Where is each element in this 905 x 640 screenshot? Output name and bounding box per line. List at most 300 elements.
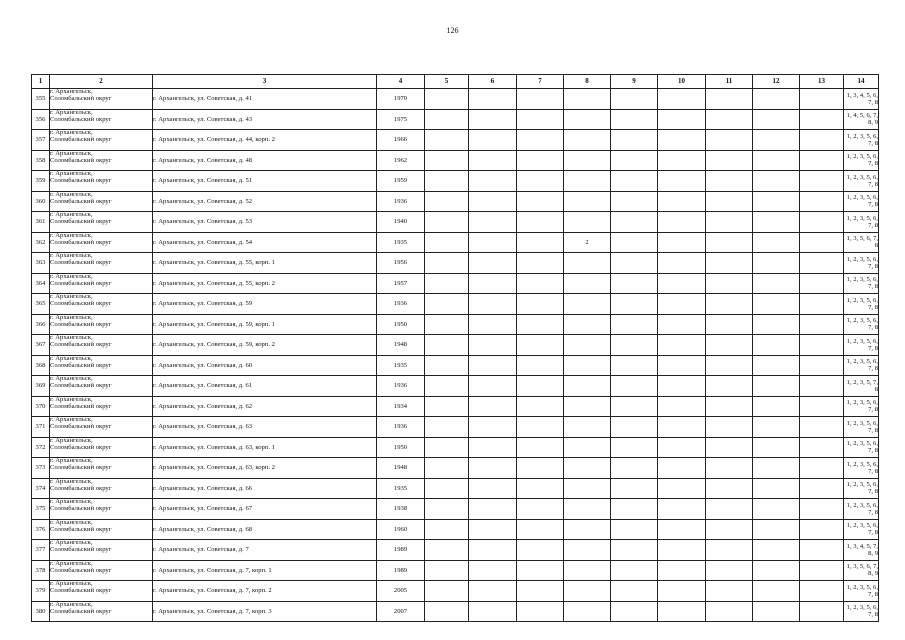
col-10-cell <box>658 458 706 479</box>
district-cell <box>50 581 153 602</box>
row-number-cell: 359 <box>32 171 50 192</box>
column-header-4: 4 <box>377 75 425 89</box>
page-number: 126 <box>446 26 459 35</box>
district-city: г. Архангельск, <box>50 109 93 116</box>
district-name: Соломбальский округ <box>50 95 112 103</box>
col-6-cell <box>469 191 517 212</box>
col-8-cell <box>564 314 611 335</box>
address-cell: г. Архангельск, ул. Советская, д. 67 <box>153 499 377 520</box>
col-7-cell <box>517 314 564 335</box>
district-city: г. Архангельск, <box>50 396 93 403</box>
col-6-cell <box>469 232 517 253</box>
district-name: Соломбальский округ <box>50 279 112 287</box>
table-row <box>32 212 879 233</box>
district-cell <box>50 212 153 233</box>
col-11-cell <box>706 253 753 274</box>
table-row <box>32 601 879 622</box>
col-14-cell: 1, 2, 3, 5, 6, 7, 8 <box>844 458 879 479</box>
district-city: г. Архангельск, <box>50 580 93 587</box>
col-10-cell <box>658 232 706 253</box>
district-city: г. Архангельск, <box>50 334 93 341</box>
col-10-cell <box>658 150 706 171</box>
district-city: г. Архангельск, <box>50 170 93 177</box>
col-6-cell <box>469 437 517 458</box>
col-12-cell <box>753 171 800 192</box>
col-11-cell <box>706 540 753 561</box>
col-6-cell <box>469 335 517 356</box>
year-cell: 2007 <box>377 601 425 622</box>
col-12-cell <box>753 519 800 540</box>
col-8-cell <box>564 89 611 110</box>
col-9-cell <box>611 560 658 581</box>
district-name: Соломбальский округ <box>50 402 112 410</box>
col-10-cell <box>658 335 706 356</box>
col-5-cell <box>425 253 469 274</box>
year-cell: 1950 <box>377 437 425 458</box>
col-6-cell <box>469 478 517 499</box>
col-6-cell <box>469 499 517 520</box>
col-6-cell <box>469 294 517 315</box>
col-10-cell <box>658 499 706 520</box>
col-14-cell: 1, 2, 3, 5, 6, 7, 8 <box>844 171 879 192</box>
table-row <box>32 253 879 274</box>
col-5-cell <box>425 335 469 356</box>
address-cell: г. Архангельск, ул. Советская, д. 48 <box>153 150 377 171</box>
col-5-cell <box>425 150 469 171</box>
col-12-cell <box>753 540 800 561</box>
col-11-cell <box>706 171 753 192</box>
table-row <box>32 458 879 479</box>
col-13-cell <box>800 560 844 581</box>
district-city: г. Архангельск, <box>50 273 93 280</box>
col-8-cell <box>564 130 611 151</box>
year-cell: 1935 <box>377 478 425 499</box>
col-11-cell <box>706 294 753 315</box>
district-city: г. Архангельск, <box>50 150 93 157</box>
table-row <box>32 232 879 253</box>
row-number-cell: 379 <box>32 581 50 602</box>
row-number-cell: 355 <box>32 89 50 110</box>
district-city: г. Архангельск, <box>50 88 93 95</box>
col-11-cell <box>706 109 753 130</box>
district-city: г. Архангельск, <box>50 355 93 362</box>
col-6-cell <box>469 253 517 274</box>
row-number-cell: 364 <box>32 273 50 294</box>
col-6-cell <box>469 417 517 438</box>
col-10-cell <box>658 355 706 376</box>
col-14-cell: 1, 2, 3, 5, 6, 7, 8 <box>844 314 879 335</box>
col-13-cell <box>800 232 844 253</box>
address-cell: г. Архангельск, ул. Советская, д. 68 <box>153 519 377 540</box>
col-7-cell <box>517 376 564 397</box>
col-7-cell <box>517 581 564 602</box>
address-cell: г. Архангельск, ул. Советская, д. 55, корп. 1 <box>153 253 377 274</box>
district-cell <box>50 314 153 335</box>
col-5-cell <box>425 376 469 397</box>
district-cell <box>50 89 153 110</box>
col-7-cell <box>517 232 564 253</box>
col-11-cell <box>706 581 753 602</box>
col-10-cell <box>658 376 706 397</box>
address-cell: г. Архангельск, ул. Советская, д. 44, корп. 2 <box>153 130 377 151</box>
col-13-cell <box>800 437 844 458</box>
col-14-cell: 1, 2, 3, 5, 6, 7, 8 <box>844 417 879 438</box>
district-city: г. Архангельск, <box>50 252 93 259</box>
address-cell: г. Архангельск, ул. Советская, д. 63 <box>153 417 377 438</box>
row-number-cell: 361 <box>32 212 50 233</box>
col-11-cell <box>706 314 753 335</box>
col-12-cell <box>753 417 800 438</box>
col-8-cell <box>564 499 611 520</box>
col-7-cell <box>517 499 564 520</box>
col-8-cell <box>564 294 611 315</box>
district-name: Соломбальский округ <box>50 320 112 328</box>
table-row <box>32 314 879 335</box>
col-12-cell <box>753 437 800 458</box>
col-14-cell: 1, 2, 3, 5, 6, 7, 8 <box>844 499 879 520</box>
col-10-cell <box>658 253 706 274</box>
district-cell <box>50 253 153 274</box>
col-14-cell: 1, 2, 3, 5, 6, 7, 8 <box>844 581 879 602</box>
col-6-cell <box>469 150 517 171</box>
col-7-cell <box>517 130 564 151</box>
row-number-cell: 365 <box>32 294 50 315</box>
col-7-cell <box>517 417 564 438</box>
table-row <box>32 560 879 581</box>
col-7-cell <box>517 540 564 561</box>
address-cell: г. Архангельск, ул. Советская, д. 7, корп. 3 <box>153 601 377 622</box>
col-11-cell <box>706 499 753 520</box>
col-5-cell <box>425 478 469 499</box>
col-9-cell <box>611 499 658 520</box>
row-number-cell: 360 <box>32 191 50 212</box>
col-7-cell <box>517 212 564 233</box>
col-11-cell <box>706 560 753 581</box>
col-9-cell <box>611 109 658 130</box>
address-cell: г. Архангельск, ул. Советская, д. 7, корп. 2 <box>153 581 377 602</box>
col-14-cell: 1, 2, 3, 5, 6, 7, 8 <box>844 437 879 458</box>
district-cell <box>50 232 153 253</box>
table-row <box>32 273 879 294</box>
col-10-cell <box>658 109 706 130</box>
col-14-cell: 1, 2, 3, 5, 6, 7, 8 <box>844 150 879 171</box>
col-6-cell <box>469 109 517 130</box>
col-12-cell <box>753 335 800 356</box>
table-row <box>32 478 879 499</box>
row-number-cell: 378 <box>32 560 50 581</box>
year-cell: 1950 <box>377 314 425 335</box>
col-13-cell <box>800 212 844 233</box>
col-12-cell <box>753 212 800 233</box>
district-cell <box>50 150 153 171</box>
col-5-cell <box>425 499 469 520</box>
district-name: Соломбальский округ <box>50 218 112 226</box>
col-5-cell <box>425 560 469 581</box>
column-header-11: 11 <box>706 75 753 89</box>
col-5-cell <box>425 232 469 253</box>
col-8-cell <box>564 601 611 622</box>
col-9-cell <box>611 253 658 274</box>
address-cell: г. Архангельск, ул. Советская, д. 62 <box>153 396 377 417</box>
col-6-cell <box>469 540 517 561</box>
col-8-cell <box>564 417 611 438</box>
col-9-cell <box>611 417 658 438</box>
col-6-cell <box>469 376 517 397</box>
col-10-cell <box>658 478 706 499</box>
district-city: г. Архангельск, <box>50 232 93 239</box>
col-9-cell <box>611 130 658 151</box>
col-14-cell: 1, 4, 5, 6, 7, 8, 9 <box>844 109 879 130</box>
row-number-cell: 363 <box>32 253 50 274</box>
col-7-cell <box>517 253 564 274</box>
year-cell: 1936 <box>377 417 425 438</box>
address-cell: г. Архангельск, ул. Советская, д. 59, корп. 1 <box>153 314 377 335</box>
district-city: г. Архангельск, <box>50 498 93 505</box>
row-number-cell: 380 <box>32 601 50 622</box>
col-13-cell <box>800 130 844 151</box>
col-5-cell <box>425 89 469 110</box>
year-cell: 1935 <box>377 232 425 253</box>
col-11-cell <box>706 396 753 417</box>
district-name: Соломбальский округ <box>50 177 112 185</box>
col-9-cell <box>611 376 658 397</box>
district-cell <box>50 273 153 294</box>
table-row <box>32 191 879 212</box>
address-cell: г. Архангельск, ул. Советская, д. 54 <box>153 232 377 253</box>
col-5-cell <box>425 314 469 335</box>
col-8-cell <box>564 540 611 561</box>
district-cell <box>50 335 153 356</box>
col-14-cell: 1, 2, 3, 5, 6, 7, 8 <box>844 191 879 212</box>
district-cell <box>50 437 153 458</box>
col-13-cell <box>800 601 844 622</box>
district-city: г. Архангельск, <box>50 191 93 198</box>
year-cell: 1957 <box>377 273 425 294</box>
col-9-cell <box>611 89 658 110</box>
year-cell: 1966 <box>377 130 425 151</box>
col-12-cell <box>753 130 800 151</box>
col-14-cell: 1, 2, 3, 5, 6, 7, 8 <box>844 335 879 356</box>
address-cell: г. Архангельск, ул. Советская, д. 61 <box>153 376 377 397</box>
col-12-cell <box>753 396 800 417</box>
year-cell: 1936 <box>377 294 425 315</box>
col-6-cell <box>469 396 517 417</box>
column-header-5: 5 <box>425 75 469 89</box>
col-8-cell <box>564 396 611 417</box>
row-number-cell: 376 <box>32 519 50 540</box>
column-header-6: 6 <box>469 75 517 89</box>
col-9-cell <box>611 232 658 253</box>
col-12-cell <box>753 601 800 622</box>
col-12-cell <box>753 150 800 171</box>
col-13-cell <box>800 417 844 438</box>
district-city: г. Архангельск, <box>50 437 93 444</box>
district-cell <box>50 601 153 622</box>
col-13-cell <box>800 478 844 499</box>
col-10-cell <box>658 212 706 233</box>
housing-registry-table <box>31 74 879 622</box>
column-header-1: 1 <box>32 75 50 89</box>
address-cell: г. Архангельск, ул. Советская, д. 60 <box>153 355 377 376</box>
address-cell: г. Архангельск, ул. Советская, д. 41 <box>153 89 377 110</box>
col-13-cell <box>800 294 844 315</box>
district-cell <box>50 376 153 397</box>
col-8-cell <box>564 253 611 274</box>
col-13-cell <box>800 273 844 294</box>
col-6-cell <box>469 212 517 233</box>
district-name: Соломбальский округ <box>50 156 112 164</box>
district-name: Соломбальский округ <box>50 341 112 349</box>
district-cell <box>50 109 153 130</box>
col-8-cell: 2 <box>564 232 611 253</box>
col-10-cell <box>658 171 706 192</box>
col-8-cell <box>564 478 611 499</box>
year-cell: 1956 <box>377 253 425 274</box>
address-cell: г. Архангельск, ул. Советская, д. 63, корп. 2 <box>153 458 377 479</box>
col-8-cell <box>564 519 611 540</box>
year-cell: 1935 <box>377 355 425 376</box>
col-12-cell <box>753 478 800 499</box>
column-header-13: 13 <box>800 75 844 89</box>
col-9-cell <box>611 171 658 192</box>
year-cell: 1948 <box>377 335 425 356</box>
col-8-cell <box>564 458 611 479</box>
col-14-cell: 1, 2, 3, 5, 6, 7, 8 <box>844 355 879 376</box>
col-8-cell <box>564 437 611 458</box>
col-11-cell <box>706 417 753 438</box>
col-5-cell <box>425 171 469 192</box>
col-9-cell <box>611 540 658 561</box>
col-9-cell <box>611 437 658 458</box>
col-8-cell <box>564 355 611 376</box>
col-7-cell <box>517 601 564 622</box>
col-12-cell <box>753 499 800 520</box>
col-5-cell <box>425 519 469 540</box>
col-13-cell <box>800 150 844 171</box>
col-9-cell <box>611 273 658 294</box>
column-header-3: 3 <box>153 75 377 89</box>
district-name: Соломбальский округ <box>50 259 112 267</box>
col-11-cell <box>706 191 753 212</box>
col-13-cell <box>800 458 844 479</box>
col-7-cell <box>517 150 564 171</box>
table-row <box>32 417 879 438</box>
district-city: г. Архангельск, <box>50 129 93 136</box>
col-14-cell: 1, 2, 3, 5, 6, 7, 8 <box>844 130 879 151</box>
district-name: Соломбальский округ <box>50 505 112 513</box>
district-name: Соломбальский округ <box>50 115 112 123</box>
col-8-cell <box>564 273 611 294</box>
district-cell <box>50 171 153 192</box>
district-name: Соломбальский округ <box>50 587 112 595</box>
year-cell: 1962 <box>377 150 425 171</box>
year-cell: 1940 <box>377 212 425 233</box>
col-9-cell <box>611 150 658 171</box>
col-12-cell <box>753 191 800 212</box>
district-cell <box>50 191 153 212</box>
col-12-cell <box>753 314 800 335</box>
district-city: г. Архангельск, <box>50 457 93 464</box>
col-11-cell <box>706 458 753 479</box>
col-11-cell <box>706 273 753 294</box>
col-14-cell: 1, 2, 3, 5, 6, 7, 8 <box>844 294 879 315</box>
col-13-cell <box>800 396 844 417</box>
col-12-cell <box>753 232 800 253</box>
table-row <box>32 150 879 171</box>
col-5-cell <box>425 581 469 602</box>
address-cell: г. Архангельск, ул. Советская, д. 66 <box>153 478 377 499</box>
col-5-cell <box>425 191 469 212</box>
district-cell <box>50 540 153 561</box>
table-row <box>32 540 879 561</box>
col-12-cell <box>753 581 800 602</box>
col-14-cell: 1, 2, 3, 5, 6, 7, 8 <box>844 478 879 499</box>
col-5-cell <box>425 212 469 233</box>
row-number-cell: 369 <box>32 376 50 397</box>
col-13-cell <box>800 109 844 130</box>
col-10-cell <box>658 294 706 315</box>
col-8-cell <box>564 335 611 356</box>
col-7-cell <box>517 519 564 540</box>
col-10-cell <box>658 314 706 335</box>
table-row <box>32 171 879 192</box>
column-header-12: 12 <box>753 75 800 89</box>
year-cell: 1970 <box>377 89 425 110</box>
col-11-cell <box>706 232 753 253</box>
col-6-cell <box>469 89 517 110</box>
col-8-cell <box>564 581 611 602</box>
col-7-cell <box>517 294 564 315</box>
col-14-cell: 1, 2, 3, 5, 6, 7, 8 <box>844 212 879 233</box>
col-5-cell <box>425 109 469 130</box>
col-7-cell <box>517 335 564 356</box>
col-6-cell <box>469 355 517 376</box>
table-row <box>32 581 879 602</box>
district-city: г. Архангельск, <box>50 416 93 423</box>
col-9-cell <box>611 212 658 233</box>
row-number-cell: 357 <box>32 130 50 151</box>
table-row <box>32 396 879 417</box>
row-number-cell: 371 <box>32 417 50 438</box>
col-9-cell <box>611 355 658 376</box>
year-cell: 1989 <box>377 540 425 561</box>
year-cell: 1960 <box>377 519 425 540</box>
col-5-cell <box>425 355 469 376</box>
col-10-cell <box>658 540 706 561</box>
col-9-cell <box>611 478 658 499</box>
header-row <box>32 75 879 89</box>
district-name: Соломбальский округ <box>50 361 112 369</box>
district-name: Соломбальский округ <box>50 238 112 246</box>
row-number-cell: 366 <box>32 314 50 335</box>
col-10-cell <box>658 560 706 581</box>
col-10-cell <box>658 273 706 294</box>
district-name: Соломбальский округ <box>50 382 112 390</box>
col-6-cell <box>469 273 517 294</box>
column-header-14: 14 <box>844 75 879 89</box>
col-14-cell: 1, 2, 3, 5, 7, 8 <box>844 376 879 397</box>
district-cell <box>50 560 153 581</box>
table-body <box>32 89 879 622</box>
col-7-cell <box>517 478 564 499</box>
row-number-cell: 372 <box>32 437 50 458</box>
col-10-cell <box>658 130 706 151</box>
col-7-cell <box>517 560 564 581</box>
col-8-cell <box>564 150 611 171</box>
district-city: г. Архангельск, <box>50 375 93 382</box>
col-6-cell <box>469 560 517 581</box>
col-9-cell <box>611 335 658 356</box>
